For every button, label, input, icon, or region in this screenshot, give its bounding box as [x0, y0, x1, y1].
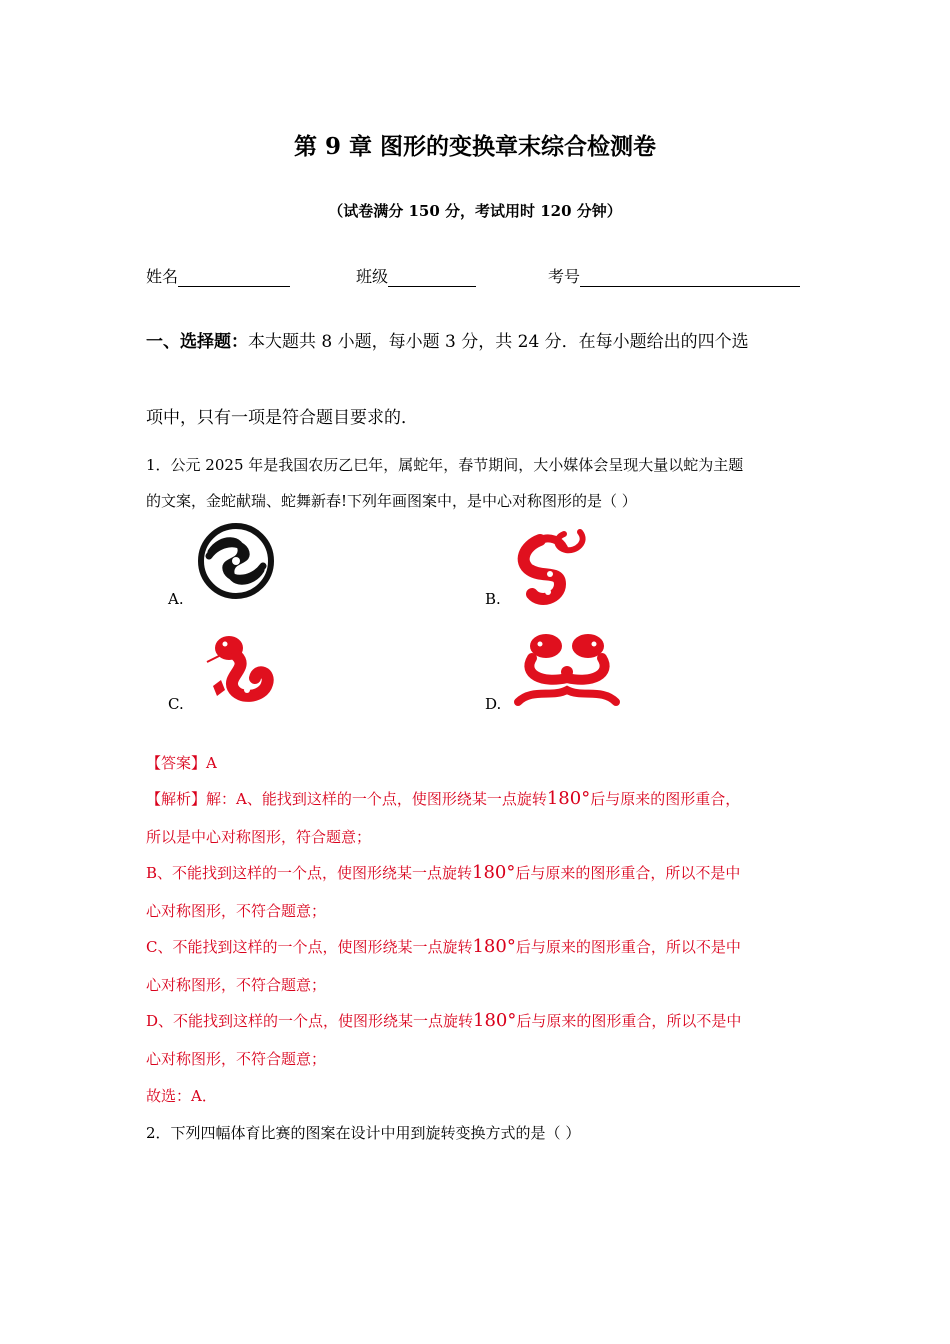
degree-value: 180°	[473, 1010, 517, 1031]
red-snake-b-icon	[510, 522, 590, 606]
analysis-a-line1	[146, 788, 740, 809]
red-snake-c-icon	[197, 628, 277, 710]
analysis-b-text: B、不能找到这样的一个点，使图形绕某一点旋转	[146, 864, 473, 882]
name-blank	[178, 270, 290, 287]
question1-line2: 的文案，金蛇献瑞、蛇舞新春!下列年画图案中，是中心对称图形的是（ ）	[146, 492, 637, 510]
analysis-a-text: 解：A、能找到这样的一个点，使图形绕某一点旋转	[206, 790, 547, 808]
analysis-label: 【解析】	[146, 790, 207, 808]
snake-emblem-a-icon	[197, 522, 275, 600]
section-instructions-line1: 本大题共 8 小题，每小题 3 分，共 24 分．在每小题给出的四个选	[248, 332, 749, 352]
page-title: 第 9 章 图形的变换章末综合检测卷	[293, 133, 657, 160]
exam-number-field	[548, 264, 800, 287]
section-title: 一、选择题：	[146, 332, 248, 352]
conclusion-text: 故选：A．	[146, 1087, 217, 1105]
option-b-label: B.	[485, 590, 501, 608]
red-snake-pair-d-icon	[512, 628, 622, 710]
analysis-a-line2: 所以是中心对称图形，符合题意；	[146, 828, 372, 846]
answer-text: 【答案】A	[146, 754, 217, 772]
analysis-a-text-end: 后与原来的图形重合，	[590, 790, 741, 808]
question1-line1: 1．公元 2025 年是我国农历乙巳年，属蛇年，春节期间，大小媒体会呈现大量以蛇为主题	[146, 456, 744, 474]
degree-value: 180°	[472, 862, 516, 883]
class-label: 班级	[356, 267, 389, 286]
question2-line1: 2．下列四幅体育比赛的图案在设计中用到旋转变换方式的是（ ）	[146, 1124, 581, 1142]
option-c-label: C.	[168, 695, 184, 713]
name-field	[146, 264, 290, 287]
analysis-d-text-end: 后与原来的图形重合，所以不是中	[516, 1012, 742, 1030]
degree-value: 180°	[546, 788, 591, 809]
page-subtitle: （试卷满分 150 分，考试用时 120 分钟）	[328, 202, 622, 220]
analysis-c-text: C、不能找到这样的一个点，使图形绕某一点旋转	[146, 938, 473, 956]
section-instructions-line2: 项中，只有一项是符合题目要求的．	[146, 408, 418, 428]
class-blank	[388, 270, 476, 287]
analysis-b-line2: 心对称图形，不符合题意；	[146, 902, 327, 920]
exam-number-label: 考号	[548, 267, 581, 286]
analysis-d-text: D、不能找到这样的一个点，使图形绕某一点旋转	[146, 1012, 474, 1030]
analysis-d-line1	[146, 1010, 741, 1031]
analysis-d-line2: 心对称图形，不符合题意；	[146, 1050, 327, 1068]
analysis-c-line1	[146, 936, 741, 957]
analysis-b-line1	[146, 862, 740, 883]
class-field	[356, 264, 476, 287]
name-label: 姓名	[146, 267, 179, 286]
analysis-c-line2: 心对称图形，不符合题意；	[146, 976, 327, 994]
analysis-b-text-end: 后与原来的图形重合，所以不是中	[515, 864, 741, 882]
exam-number-blank	[580, 270, 800, 287]
option-d-label: D.	[485, 695, 502, 713]
analysis-c-text-end: 后与原来的图形重合，所以不是中	[515, 938, 741, 956]
option-a-label: A.	[168, 590, 184, 608]
degree-value: 180°	[472, 936, 516, 957]
section-heading	[146, 327, 749, 352]
